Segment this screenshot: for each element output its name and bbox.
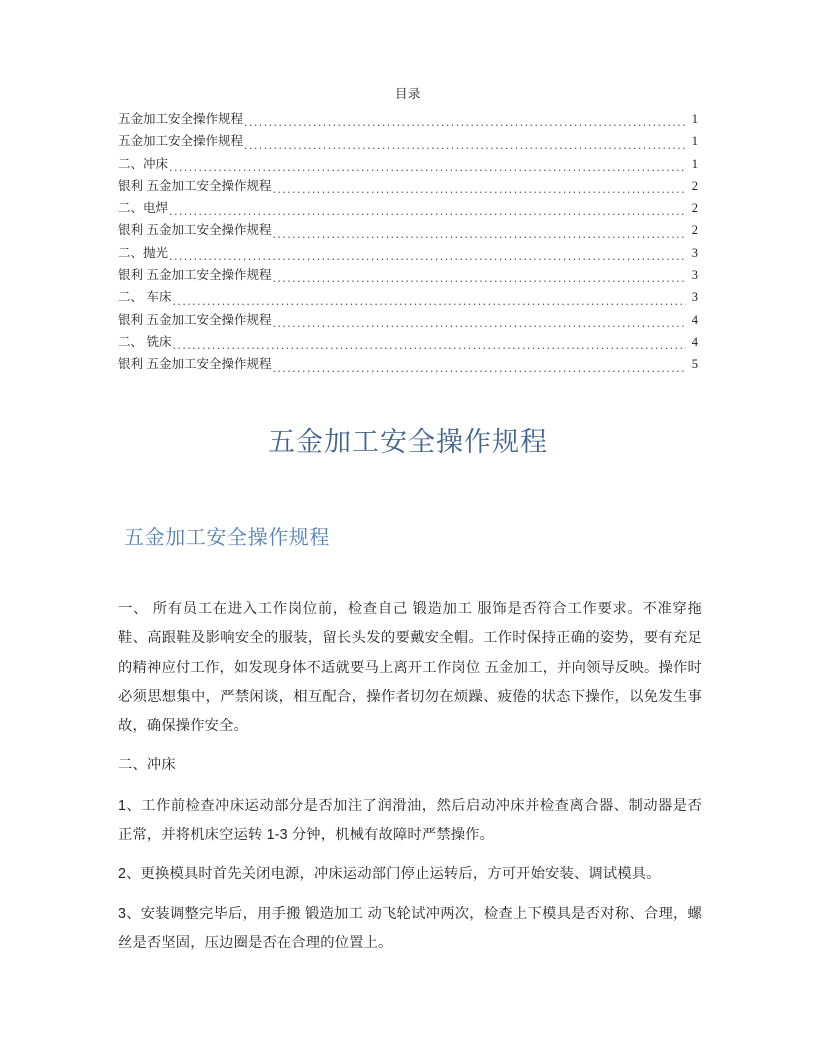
toc-entry-label: 银利 五金加工安全操作规程	[118, 178, 272, 193]
toc-entry[interactable]	[118, 130, 698, 152]
toc-entry[interactable]	[118, 309, 698, 331]
toc-entry[interactable]	[118, 264, 698, 286]
toc-entry[interactable]	[118, 286, 698, 308]
body-paragraph: 1、工作前检查冲床运动部分是否加注了润滑油，然后启动冲床并检查离合器、制动器是否正常，并将机床空运转 1-3 分钟，机械有故障时严禁操作。	[118, 797, 702, 844]
toc-entry-page: 3	[691, 290, 698, 305]
table-of-contents	[118, 86, 698, 376]
toc-entry-page: 1	[691, 112, 698, 126]
toc-dot-leader	[169, 206, 686, 218]
toc-entry[interactable]	[118, 153, 698, 175]
toc-entry-page: 5	[691, 357, 698, 372]
toc-dot-leader	[272, 318, 686, 330]
toc-list	[118, 108, 698, 376]
toc-entry-label: 二、电焊	[118, 201, 169, 216]
toc-entry-label: 二、 车床	[118, 290, 172, 305]
toc-entry-label: 五金加工安全操作规程	[118, 112, 244, 126]
toc-entry-label: 二、 铣床	[118, 334, 172, 349]
body-paragraph: 2、更换模具时首先关闭电源，冲床运动部门停止运转后，方可开始安装、调试模具。	[118, 866, 661, 883]
toc-entry[interactable]	[118, 331, 698, 353]
toc-dot-leader	[272, 229, 686, 241]
toc-entry-label: 五金加工安全操作规程	[118, 134, 244, 149]
toc-entry[interactable]	[118, 108, 698, 130]
toc-entry-label: 银利 五金加工安全操作规程	[118, 312, 272, 327]
toc-dot-leader	[272, 184, 686, 196]
toc-entry[interactable]	[118, 219, 698, 241]
body-subheading: 二、冲床	[118, 757, 176, 774]
toc-entry-label: 二、抛光	[118, 245, 169, 260]
toc-dot-leader	[244, 117, 686, 129]
toc-title: 目录	[394, 87, 421, 101]
toc-entry-page: 3	[691, 245, 698, 260]
toc-entry-label: 二、冲床	[118, 156, 169, 171]
toc-entry-label: 银利 五金加工安全操作规程	[118, 268, 272, 283]
toc-entry-label: 银利 五金加工安全操作规程	[118, 223, 272, 238]
body-paragraph: 一、 所有员工在进入工作岗位前，检查自己 锻造加工 服饰是否符合工作要求。不准穿拖鞋、高跟鞋及影响安全的服装，留长头发的要戴安全帽。工作时保持正确的姿势，要有充足的精神应付工作，如发现身体不适就要马上离开工作岗位 五金加工，并向领导反映。操作时必须思想集中，严禁闲谈，相互配合，操作者切勿在烦躁、疲倦的状态下操作，以免发生事故，确保操作安全。	[118, 601, 702, 735]
body-paragraph: 3、安装调整完毕后，用手搬 锻造加工 动飞轮试冲两次，检查上下模具是否对称、合理，螺丝是否坚固，压边圈是否在合理的位置上。	[118, 905, 702, 951]
section-heading: 五金加工安全操作规程	[124, 527, 330, 549]
toc-entry[interactable]	[118, 242, 698, 264]
toc-entry-page: 4	[691, 312, 698, 327]
toc-entry-page: 3	[691, 268, 698, 283]
toc-entry-page: 1	[691, 156, 698, 171]
toc-dot-leader	[169, 162, 686, 174]
toc-entry-page: 2	[691, 223, 698, 238]
toc-entry-page: 1	[691, 134, 698, 149]
toc-dot-leader	[272, 273, 686, 285]
document-body	[118, 595, 702, 958]
document-title: 五金加工安全操作规程	[268, 427, 548, 457]
toc-entry[interactable]	[118, 175, 698, 197]
toc-dot-leader	[172, 340, 686, 352]
toc-entry-page: 4	[691, 334, 698, 349]
toc-entry-page: 2	[691, 201, 698, 216]
toc-entry-label: 银利 五金加工安全操作规程	[118, 357, 272, 372]
toc-entry-page: 2	[691, 178, 698, 193]
toc-dot-leader	[172, 296, 686, 308]
toc-dot-leader	[169, 251, 686, 263]
toc-entry[interactable]	[118, 353, 698, 375]
toc-dot-leader	[244, 140, 686, 152]
toc-entry[interactable]	[118, 197, 698, 219]
toc-dot-leader	[272, 363, 686, 375]
